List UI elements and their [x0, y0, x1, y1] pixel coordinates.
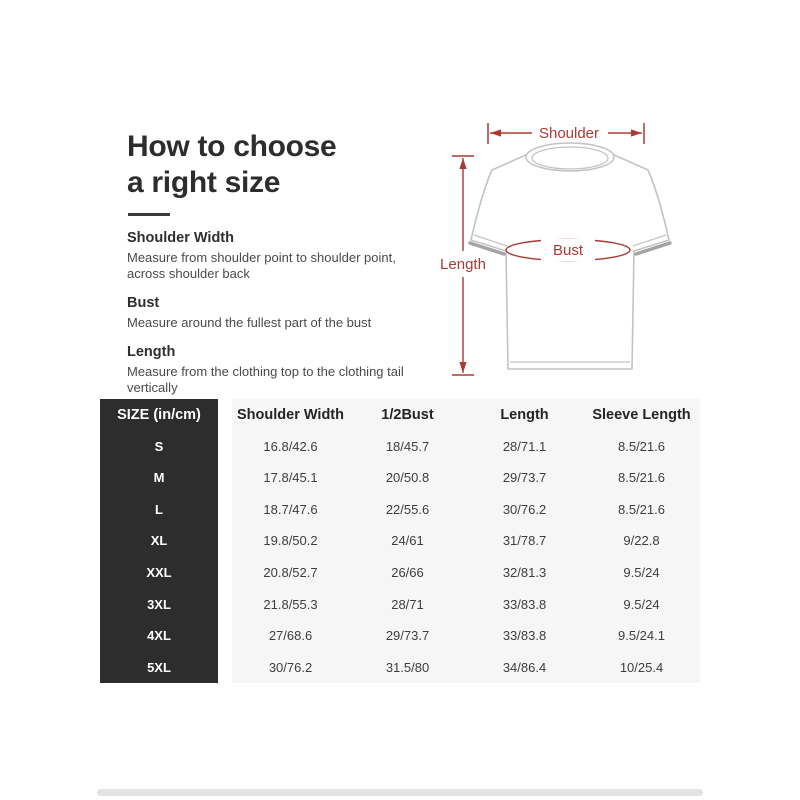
measure-section [127, 295, 445, 331]
bust-label: Bust [552, 242, 584, 259]
section-heading: Bust [127, 295, 160, 311]
section-description-line: Measure from shoulder point to shoulder point, [127, 250, 396, 265]
page-title-line1: How to choose [127, 130, 337, 163]
measurement-value: 9.5/24 [623, 565, 660, 581]
size-table-size-column [100, 399, 218, 683]
shoulder-label: Shoulder [538, 125, 600, 142]
measure-guide [127, 129, 445, 409]
section-description-line: vertically [127, 380, 178, 395]
measurement-value: 18.7/47.6 [263, 501, 318, 517]
measurement-value: 31.5/80 [385, 659, 430, 675]
size-label: 4XL [147, 628, 171, 644]
column-header: 1/2Bust [381, 406, 434, 423]
measurement-value: 9.5/24 [623, 596, 660, 612]
column-header: Length [500, 406, 549, 423]
measurement-value: 26/66 [391, 565, 424, 581]
measurement-value: 33/83.8 [502, 628, 547, 644]
measurement-value: 8.5/21.6 [618, 470, 665, 486]
measurement-value: 28/71.1 [502, 438, 547, 454]
column-header: Sleeve Length [592, 406, 691, 423]
measure-section [127, 344, 445, 396]
bottom-divider-bar [97, 789, 703, 796]
page-title [127, 129, 445, 201]
collar-inner [532, 147, 608, 169]
measurement-value: 32/81.3 [502, 565, 547, 581]
measurement-value: 33/83.8 [502, 596, 547, 612]
measurement-value: 20.8/52.7 [263, 565, 318, 581]
size-label: S [154, 438, 164, 454]
section-description-line: Measure from the clothing top to the clothing tail [127, 364, 404, 379]
section-description-line: across shoulder back [127, 266, 250, 281]
size-table [100, 399, 700, 683]
measurement-value: 8.5/21.6 [618, 501, 665, 517]
section-heading: Shoulder Width [127, 230, 234, 246]
measure-guide-sections [127, 230, 445, 396]
measure-section [127, 230, 445, 282]
measurement-value: 8.5/21.6 [618, 438, 665, 454]
measurement-value: 28/71 [391, 596, 424, 612]
section-description-line: Measure around the fullest part of the bust [127, 315, 372, 330]
measurement-value: 9/22.8 [623, 533, 660, 549]
measurement-value: 29/73.7 [385, 628, 430, 644]
measurement-value: 31/78.7 [502, 533, 547, 549]
measurement-value: 19.8/50.2 [263, 533, 318, 549]
size-table-data-grid [232, 399, 700, 683]
size-label: XXL [146, 565, 172, 581]
measurement-value: 22/55.6 [385, 501, 430, 517]
measurement-value: 24/61 [391, 533, 424, 549]
size-label: M [153, 470, 165, 486]
measurement-value: 10/25.4 [619, 659, 664, 675]
measurement-value: 9.5/24.1 [618, 628, 665, 644]
measurement-value: 30/76.2 [502, 501, 547, 517]
measurement-value: 16.8/42.6 [263, 438, 318, 454]
measurement-value: 29/73.7 [502, 470, 547, 486]
measurement-value: 17.8/45.1 [263, 470, 318, 486]
measurement-value: 27/68.6 [268, 628, 313, 644]
size-label: 5XL [147, 659, 171, 675]
measurement-value: 20/50.8 [385, 470, 430, 486]
tshirt-outline [471, 154, 669, 369]
tshirt-measurement-diagram [428, 93, 713, 393]
measurement-value: 34/86.4 [502, 659, 547, 675]
section-heading: Length [127, 344, 176, 360]
size-label: 3XL [147, 596, 171, 612]
size-column-header: SIZE (in/cm) [117, 406, 201, 423]
measurement-value: 30/76.2 [268, 659, 313, 675]
column-header: Shoulder Width [237, 406, 344, 423]
size-label: XL [150, 533, 168, 549]
title-divider [128, 213, 170, 216]
tshirt-diagram-svg [428, 93, 713, 393]
measurement-value: 18/45.7 [385, 438, 430, 454]
measurement-value: 21.8/55.3 [263, 596, 318, 612]
length-label: Length [440, 256, 486, 273]
page-title-line2: a right size [127, 166, 281, 199]
size-label: L [155, 501, 163, 517]
